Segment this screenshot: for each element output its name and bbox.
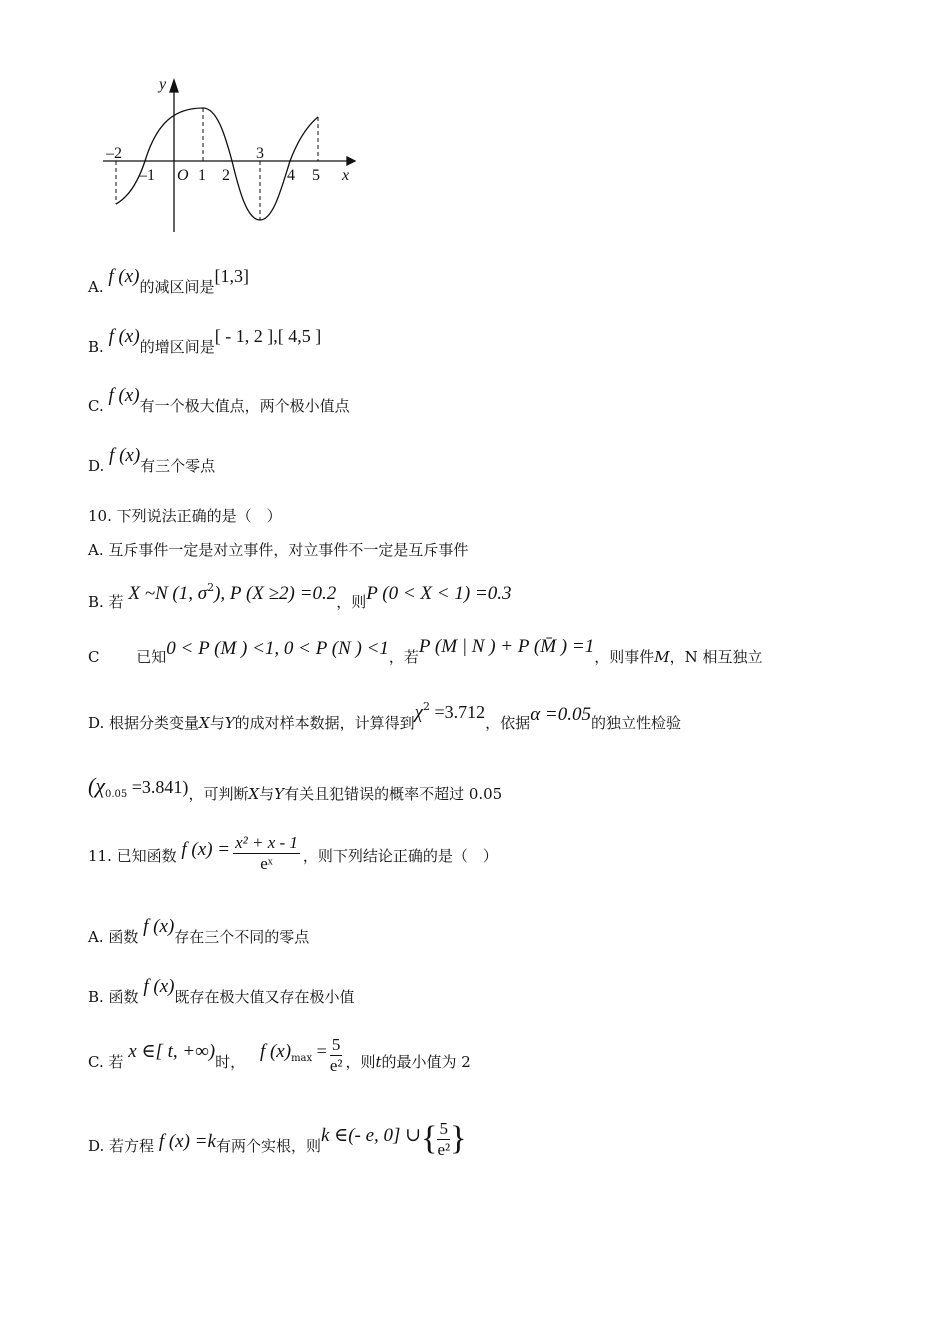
tick-label-3: 3 <box>256 145 264 162</box>
math-alpha: α =0.05 <box>530 704 591 725</box>
fraction-denominator: e² <box>437 1139 451 1159</box>
option-label: B. <box>88 338 104 356</box>
math-interval: [ - 1, 2 ],[ 4,5 ] <box>214 326 322 346</box>
q11-option-d <box>88 1118 467 1171</box>
math-chi-value: =3.712 <box>430 702 486 722</box>
origin-label: O <box>177 167 189 184</box>
option-text: D. 根据分类变量 <box>88 714 200 732</box>
y-axis-label: y <box>159 76 167 93</box>
option-label: B. 若 <box>88 593 124 611</box>
math-x: X <box>248 785 260 803</box>
function-curve <box>116 108 318 220</box>
math-sub-max: max <box>291 1053 313 1064</box>
math-sup: 2 <box>207 581 215 594</box>
q11-option-c <box>88 1034 471 1090</box>
math-chi-critical: (χ <box>88 773 106 798</box>
option-text: 与 <box>209 714 225 732</box>
x-axis-label: x <box>342 167 350 184</box>
fraction-denominator: e² <box>329 1055 343 1075</box>
q11-option-a <box>88 916 310 947</box>
option-text: 已知 <box>136 648 167 666</box>
q10-option-a: A. 互斥事件一定是对立事件，对立事件不一定是互斥事件 <box>88 541 469 559</box>
math-fx: f (x) <box>108 385 140 406</box>
option-text: 存在三个不同的零点 <box>174 928 310 946</box>
option-text: ，则事件 <box>594 648 655 666</box>
option-text: 的独立性检验 <box>590 714 681 732</box>
math-eq: = <box>312 1041 327 1061</box>
fraction-numerator: 5 <box>330 1035 343 1056</box>
option-text: 的最小值为 2 <box>381 1053 471 1071</box>
q10-option-d <box>88 700 681 733</box>
option-label: B. 函数 <box>88 988 139 1006</box>
math-condition: 0 < P (M ) <1, 0 < P (N ) <1 <box>166 638 389 659</box>
math-normal-dist: X ~N (1, σ <box>128 583 208 604</box>
math-fraction <box>330 1035 343 1076</box>
tick-label-2: 2 <box>222 167 230 184</box>
q10-option-c <box>88 636 763 667</box>
option-text: 的成对样本数据，计算得到 <box>234 714 415 732</box>
math-t: t <box>375 1053 382 1071</box>
math-m: M <box>654 648 670 666</box>
math-y: Y <box>224 714 235 732</box>
math-sup: 2 <box>423 700 431 713</box>
option-text: 与 <box>259 785 275 803</box>
q10-stem: 10. 下列说法正确的是（ ） <box>88 507 282 525</box>
q10-option-d-cont <box>88 773 503 811</box>
left-brace: { <box>421 1120 438 1157</box>
math-fx: f (x) <box>143 916 175 937</box>
math-fx: f (x) <box>259 1041 292 1062</box>
right-brace: } <box>450 1120 467 1157</box>
q10-option-b <box>88 581 512 612</box>
math-fx: f (x) = <box>181 839 231 860</box>
math-fx: f (x) <box>108 326 140 347</box>
q9-option-d <box>88 445 216 476</box>
option-text: ，依据 <box>485 714 531 732</box>
q9-option-c <box>88 385 350 416</box>
math-range: k ∈(- e, 0] ∪ <box>320 1125 422 1146</box>
option-text: ，则 <box>345 1053 376 1071</box>
math-result: P (0 < X < 1) =0.3 <box>366 583 512 604</box>
option-text: ，若 <box>388 648 419 666</box>
option-label: A. 函数 <box>88 928 139 946</box>
math-y: Y <box>274 785 285 803</box>
math-fx: f (x) <box>143 976 175 997</box>
option-text: 有两个实根，则 <box>215 1137 321 1155</box>
q9-option-b <box>88 326 322 357</box>
option-label: D. <box>88 457 105 475</box>
y-axis-arrow <box>170 80 178 92</box>
math-x: X <box>199 714 210 732</box>
fraction-numerator: x² + x - 1 <box>235 832 298 852</box>
math-fx: f (x) <box>109 445 141 466</box>
stem-text: 11. 已知函数 <box>88 847 177 865</box>
tick-label-m2: –2 <box>106 145 122 162</box>
math-fraction <box>437 1119 450 1160</box>
q9-option-a <box>88 266 250 297</box>
option-label: C <box>88 648 100 666</box>
tick-label-5: 5 <box>312 167 320 184</box>
option-text: 有三个零点 <box>140 457 216 475</box>
x-axis-arrow <box>347 157 355 165</box>
math-prob: ), P (X ≥2) =0.2 <box>214 583 337 604</box>
tick-label-4: 4 <box>287 167 295 184</box>
option-text: 的减区间是 <box>139 278 215 296</box>
math-chi: χ <box>414 702 424 723</box>
option-text: 有一个极大值点，两个极小值点 <box>139 397 350 415</box>
option-label: C. 若 <box>88 1053 124 1071</box>
stem-text: ，则下列结论正确的是（ ） <box>302 847 498 865</box>
math-fraction <box>233 833 300 874</box>
function-graph <box>95 70 365 240</box>
option-text: 时， <box>215 1053 246 1071</box>
math-critical-value: =3.841) <box>127 777 189 797</box>
fraction-numerator: 5 <box>437 1119 450 1140</box>
math-interval: [1,3] <box>214 266 250 286</box>
option-text: ，可判断 <box>188 785 249 803</box>
option-text: 的增区间是 <box>139 338 215 356</box>
tick-label-m1: –1 <box>139 167 155 184</box>
math-sub: 0.05 <box>105 789 128 800</box>
option-label: C. <box>88 397 104 415</box>
option-label: A. <box>88 278 104 296</box>
math-equation: f (x) =k <box>158 1131 216 1152</box>
math-domain: x ∈[ t, +∞) <box>128 1041 216 1062</box>
fraction-denominator: eˣ <box>260 853 273 873</box>
option-text: ，则 <box>336 593 367 611</box>
option-text: 既存在极大值又存在极小值 <box>174 988 355 1006</box>
math-fx: f (x) <box>108 266 140 287</box>
option-text: 有关且犯错误的概率不超过 0.05 <box>284 785 503 803</box>
q11-option-b <box>88 976 355 1007</box>
option-text: ，N 相互独立 <box>669 648 763 666</box>
math-equation: P (M | N ) + P (M̄ ) =1 <box>418 636 595 657</box>
q11-stem <box>88 832 498 878</box>
tick-label-1: 1 <box>198 167 206 184</box>
option-label: D. 若方程 <box>88 1137 155 1155</box>
